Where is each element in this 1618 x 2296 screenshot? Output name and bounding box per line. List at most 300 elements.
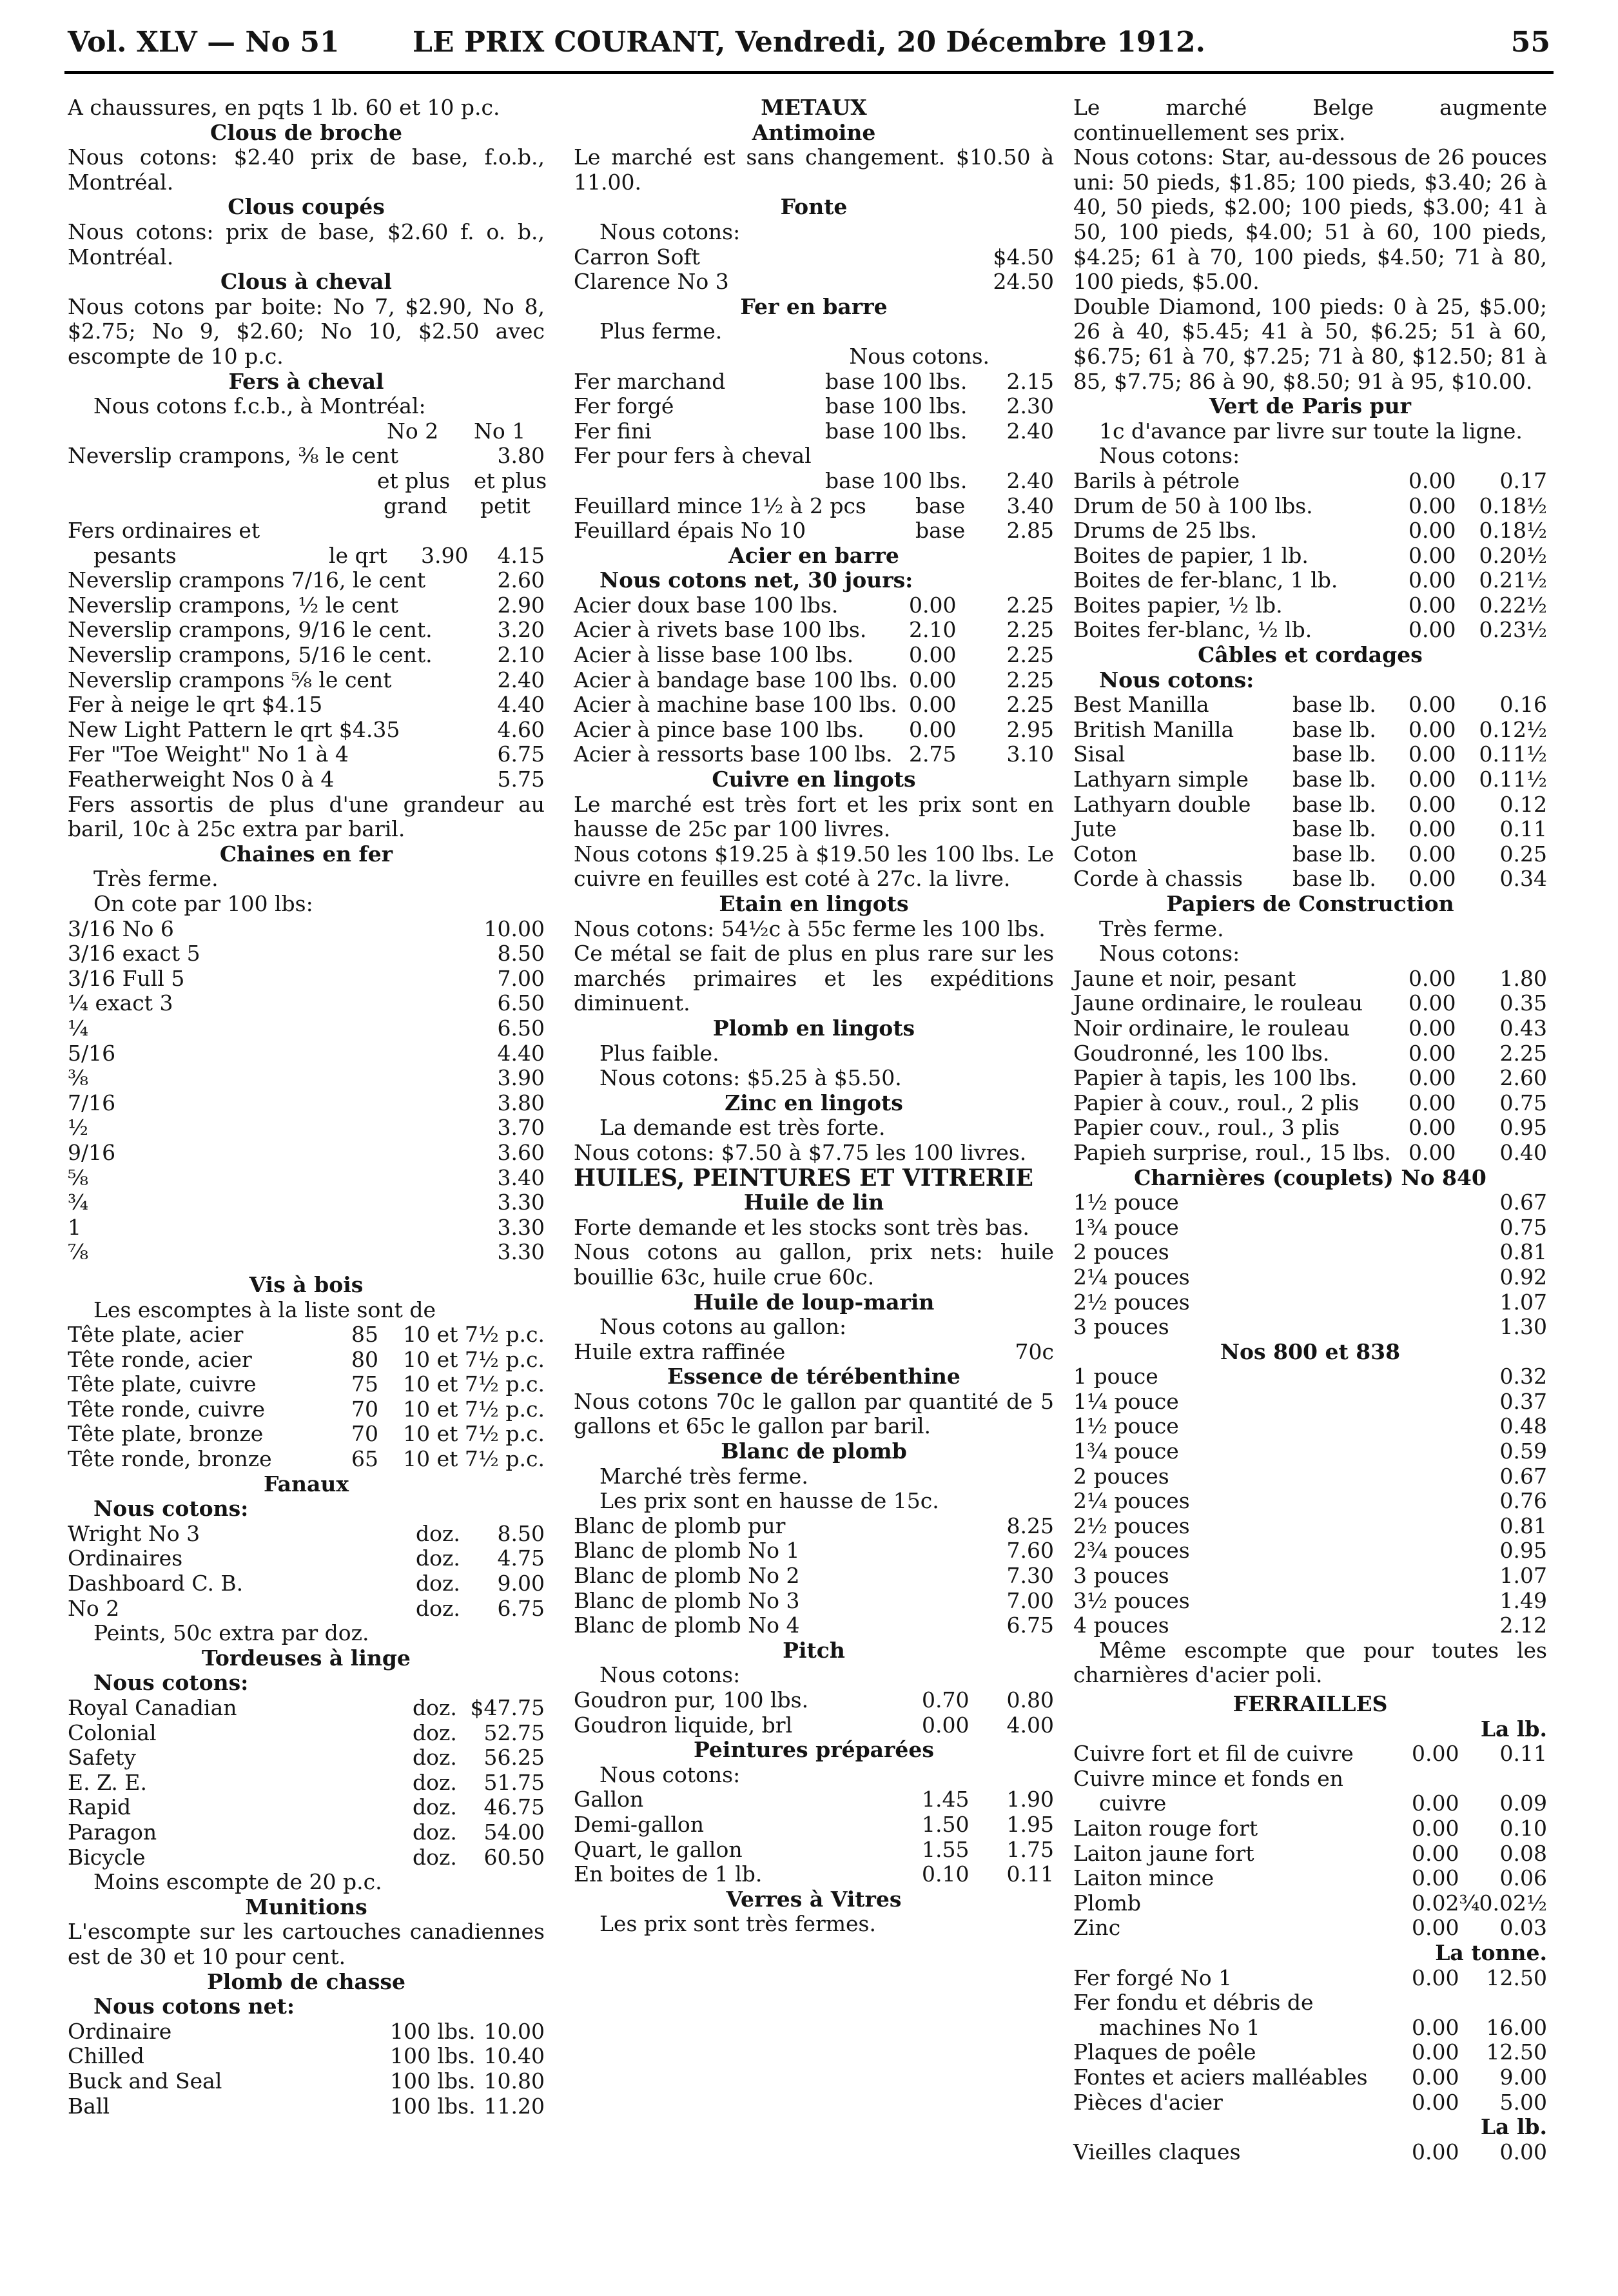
row-value: 0.02½: [1479, 1890, 1547, 1916]
row-value: 10.40: [483, 2043, 545, 2069]
row-label: Papier couv., roul., 3 plis: [1073, 1115, 1340, 1141]
row-value: 4.40: [497, 692, 545, 718]
row-label: ⅝: [68, 1164, 88, 1190]
row-value-a: 0.00: [1408, 1065, 1456, 1091]
papier-row: [1073, 991, 1547, 1016]
row-label: 2 pouces: [1073, 1239, 1169, 1265]
row-label: No 2: [68, 1595, 120, 1621]
row-label: Safety: [68, 1745, 136, 1771]
row-label: Colonial: [68, 1720, 157, 1745]
row-label: Plaques de poêle: [1073, 2039, 1256, 2065]
heading-chaines: Chaines en fer: [219, 841, 393, 867]
acier-row: [574, 668, 1054, 693]
heading-clous-coupes: Clous coupés: [228, 195, 385, 220]
row-value: 24.50: [993, 269, 1054, 295]
row-label: Blanc de plomb No 4: [574, 1613, 800, 1638]
row-value: 60.50: [483, 1844, 545, 1870]
row-unit: doz.: [413, 1794, 457, 1820]
row-label: 1½ pouce: [1073, 1190, 1179, 1215]
row-value: 2.15: [1006, 368, 1054, 394]
row-unit: base 100 lbs.: [825, 368, 968, 394]
acier-row: [574, 643, 1054, 668]
row-label: Acier à rivets base 100 lbs.: [574, 617, 867, 643]
tordeuses-row: [68, 1845, 545, 1870]
row-label: 2½ pouces: [1073, 1513, 1190, 1538]
charniere-row: [1073, 1364, 1547, 1389]
cable-row: [1073, 692, 1547, 718]
row-value-a: 0.00: [1408, 592, 1456, 618]
row-value: 54.00: [483, 1819, 545, 1845]
heading-plomb-chasse: Plomb de chasse: [206, 1969, 406, 1994]
papier-row: [1073, 1091, 1547, 1116]
row-number: 70: [351, 1421, 378, 1447]
paragraph-star: Nous cotons: Star, au-dessous de 26 pouces uni: 50 pieds, $1.85; 100 pieds, $3.40; 26 à 40, 50 pieds, $2.00; 100 pieds, $3.00; 41 à 50, 100 pieds, $4.00; 51 à 60, 100 pieds, $4.25; 61 à 70, 100 pieds, $4.50; 71 à 80, 100 pieds, $5.00.: [1073, 144, 1547, 295]
row-label: Rapid: [68, 1794, 132, 1820]
row-value: 2.85: [1006, 518, 1054, 544]
vert-avance: 1c d'avance par livre sur toute la ligne.: [1099, 418, 1523, 444]
subhead-petit: petit: [480, 493, 531, 518]
row-value-a: 0.00: [1412, 2039, 1459, 2065]
row-label: Neverslip crampons 7/16, le cent: [68, 567, 426, 593]
charniere-row: [1073, 1215, 1547, 1241]
row-label: Acier à lisse base 100 lbs.: [574, 642, 854, 668]
row-value: 1.90: [1006, 1787, 1054, 1812]
row-label: Chilled: [68, 2043, 144, 2069]
row-value: 0.08: [1499, 1840, 1547, 1866]
heading-fers-cheval: Fers à cheval: [228, 369, 384, 394]
row-label: Fer "Toe Weight" No 1 à 4: [68, 741, 349, 767]
peintures-row: [574, 1787, 1054, 1812]
row-value: 2.10: [497, 642, 545, 668]
row-unit: base lb.: [1292, 741, 1376, 767]
row-unit: doz.: [413, 1769, 457, 1795]
fanaux-peints: Peints, 50c extra par doz.: [93, 1621, 369, 1646]
peintures-row: [574, 1862, 1054, 1887]
vis-row: [68, 1322, 545, 1348]
cuivre-mince-row: [1073, 1791, 1547, 1816]
chaines-row: [68, 941, 545, 966]
row-label: Boites fer-blanc, ½ lb.: [1073, 617, 1312, 643]
row-value: 0.43: [1499, 1015, 1547, 1041]
acier-intro: Nous cotons net, 30 jours:: [599, 568, 913, 593]
row-unit: doz.: [416, 1571, 460, 1596]
plomb-lingots-ferme: Plus faible.: [599, 1041, 719, 1066]
volume-number: Vol. XLV — No 51: [68, 26, 340, 59]
charniere-row: [1073, 1489, 1547, 1514]
charniere-row: [1073, 1538, 1547, 1564]
row-value: 6.75: [1006, 1613, 1054, 1638]
ferraille-row: [1073, 2040, 1547, 2065]
heading-pitch: Pitch: [783, 1638, 845, 1663]
row-value: 2.60: [497, 567, 545, 593]
row-label: Lathyarn double: [1073, 791, 1251, 817]
plomb-row: [68, 2019, 545, 2045]
row-label: Blanc de plomb No 1: [574, 1538, 800, 1564]
row-value: $47.75: [470, 1695, 545, 1720]
row-label: New Light Pattern le qrt $4.35: [68, 716, 400, 742]
peintures-row: [574, 1838, 1054, 1863]
row-value: 0.11: [1499, 816, 1547, 842]
vert-row: [1073, 593, 1547, 618]
row-label: 3/16 Full 5: [68, 965, 185, 991]
row-value-a: 0.00: [1408, 990, 1456, 1016]
row-unit: doz.: [413, 1745, 457, 1771]
row-value: 9.00: [497, 1571, 545, 1596]
row-value: 0.67: [1499, 1463, 1547, 1489]
fonte-row: [574, 245, 1054, 270]
chaines-row: [68, 1240, 545, 1265]
row-unit: base: [915, 493, 966, 518]
row-label: Acier à pince base 100 lbs.: [574, 716, 864, 742]
paragraph-zinc: Nous cotons: $7.50 à $7.75 les 100 livres.: [574, 1139, 1027, 1165]
pitch-row: [574, 1688, 1054, 1713]
row-label: Fer fini: [574, 418, 652, 444]
papier-row: [1073, 1115, 1547, 1141]
tordeuses-row: [68, 1721, 545, 1746]
row-value: 0.40: [1499, 1139, 1547, 1165]
row-value: 7.00: [497, 965, 545, 991]
heading-loup-marin: Huile de loup-marin: [693, 1290, 935, 1315]
row-value: 3.80: [497, 1090, 545, 1115]
row-value-a: 0.00: [922, 1712, 970, 1738]
row-value: 0.12½: [1479, 716, 1547, 742]
row-label: Demi-gallon: [574, 1811, 705, 1837]
fers-row: [68, 742, 545, 767]
vert-intro: Nous cotons:: [1099, 444, 1240, 469]
row-label: Boites de fer-blanc, 1 lb.: [1073, 567, 1338, 593]
zinc-demande: La demande est très forte.: [599, 1115, 886, 1141]
row-value: 0.22½: [1479, 592, 1547, 618]
paragraph-lin-2: Nous cotons au gallon, prix nets: huile bouillie 63c, huile crue 60c.: [574, 1239, 1054, 1290]
row-value-a: 0.00: [1408, 1015, 1456, 1041]
row-label: Barils à pétrole: [1073, 467, 1240, 493]
acier-row: [574, 692, 1054, 718]
row-value: 7.00: [1006, 1587, 1054, 1613]
fanaux-row: [68, 1546, 545, 1571]
fers-colheads: [68, 419, 545, 444]
heading-plomb-lingots: Plomb en lingots: [712, 1016, 915, 1041]
row-label: Ball: [68, 2093, 110, 2119]
row-value: 2.25: [1006, 617, 1054, 643]
row-label: Fer marchand: [574, 368, 726, 394]
row-unit: 100 lbs.: [390, 2093, 476, 2119]
paragraph-cuivre-2: Nous cotons $19.25 à $19.50 les 100 lbs. Le cuivre en feuilles est coté à 27c. la livre.: [574, 841, 1054, 892]
row-label: 5/16: [68, 1040, 116, 1066]
row-value: 0.95: [1499, 1115, 1547, 1141]
fer-forge-row: [1073, 1966, 1547, 1991]
row-label: Fontes et aciers malléables: [1073, 2064, 1368, 2090]
heading-charnieres: Charnières (couplets) No 840: [1134, 1165, 1486, 1190]
colhead-no1: No 1: [474, 418, 526, 444]
heading-lin: Huile de lin: [743, 1190, 884, 1215]
blanc-row: [574, 1514, 1054, 1539]
row-label: Gallon: [574, 1787, 644, 1812]
row-label: 1: [68, 1214, 81, 1240]
fers-intro: Nous cotons f.c.b., à Montréal:: [93, 394, 426, 419]
vis-row: [68, 1372, 545, 1397]
row-label: 4 pouces: [1073, 1613, 1169, 1638]
row-unit: base lb.: [1292, 767, 1376, 792]
row-value: 7.30: [1006, 1563, 1054, 1589]
charniere-row: [1073, 1389, 1547, 1415]
row-label: ¼: [68, 1015, 88, 1041]
row-label: En boites de 1 lb.: [574, 1861, 763, 1887]
papiers-intro: Nous cotons:: [1099, 941, 1240, 966]
row-value: 5.75: [497, 767, 545, 792]
row-value: 9.00: [1499, 2064, 1547, 2090]
fers-row: [68, 668, 545, 693]
row-value: 6.50: [497, 1015, 545, 1041]
row-label: Papier à tapis, les 100 lbs.: [1073, 1065, 1358, 1091]
row-unit: doz.: [413, 1819, 457, 1845]
row-label: Goudronné, les 100 lbs.: [1073, 1040, 1330, 1066]
verres-prix: Les prix sont très fermes.: [599, 1912, 876, 1937]
row-unit: base lb.: [1292, 866, 1376, 892]
charniere-row: [1073, 1265, 1547, 1290]
row-value: 0.11½: [1479, 741, 1547, 767]
row-value: 4.75: [497, 1545, 545, 1571]
chaines-row: [68, 1166, 545, 1191]
row-label: E. Z. E.: [68, 1769, 147, 1795]
row-value: 0.06: [1499, 1865, 1547, 1891]
cable-row: [1073, 842, 1547, 867]
fers-row-nev1: [68, 444, 545, 469]
row-value-a: 0.00: [1412, 1791, 1459, 1816]
row-number: 65: [351, 1446, 378, 1472]
row-value-a: 0.00: [1408, 965, 1456, 991]
ferraille-row: [1073, 1742, 1547, 1767]
row-value-a: 0.00: [1412, 1865, 1459, 1891]
row-escompte: 10 et 7½ p.c.: [403, 1371, 545, 1397]
row-value: 2.12: [1499, 1613, 1547, 1638]
row-label: Neverslip crampons ⅝ le cent: [68, 667, 392, 692]
row-escompte: 10 et 7½ p.c.: [403, 1446, 545, 1472]
chaines-row: [68, 1066, 545, 1091]
row-label: machines No 1: [1099, 2014, 1260, 2040]
row-value: 3.80: [497, 443, 545, 469]
cable-row: [1073, 867, 1547, 892]
chaines-row: [68, 1190, 545, 1215]
papier-row: [1073, 1066, 1547, 1091]
subhead-plus1: et plus: [377, 467, 451, 493]
row-label: 2½ pouces: [1073, 1289, 1190, 1315]
fer-cheval-label: Fer pour fers à cheval: [574, 444, 812, 469]
row-label: Plomb: [1073, 1890, 1142, 1916]
heading-huiles: HUILES, PEINTURES ET VITRERIE: [574, 1164, 1033, 1192]
heading-etain: Etain en lingots: [719, 892, 909, 916]
charniere-row: [1073, 1290, 1547, 1315]
paragraph-munitions: L'escompte sur les cartouches canadiennes est de 30 et 10 pour cent.: [68, 1919, 545, 1969]
fer-fondu-row: [1073, 2016, 1547, 2041]
row-value: 2.25: [1006, 667, 1054, 692]
heading-acier-barre: Acier en barre: [728, 543, 899, 568]
heading-tordeuses: Tordeuses à linge: [202, 1645, 411, 1671]
row-unit: base 100 lbs.: [825, 393, 968, 419]
row-value-a: 0.00: [1412, 2064, 1459, 2090]
plomb-lingots-prix: Nous cotons: $5.25 à $5.50.: [599, 1066, 902, 1091]
chaussures-line: A chaussures, en pqts 1 lb. 60 et 10 p.c.: [68, 95, 500, 120]
row-value-a: 0.00: [1408, 518, 1456, 544]
row-value: 2.25: [1499, 1040, 1547, 1066]
paragraph-meme-escompte: Même escompte que pour toutes les charnières d'acier poli.: [1073, 1637, 1547, 1688]
row-value-a: 0.00: [1408, 617, 1456, 643]
heading-blanc-plomb: Blanc de plomb: [721, 1439, 907, 1464]
paragraph-broche: Nous cotons: $2.40 prix de base, f.o.b., Montréal.: [68, 144, 545, 195]
chaines-row: [68, 1215, 545, 1241]
ferrailles-la-lb-2: La lb.: [1480, 2115, 1547, 2140]
heading-vert-paris: Vert de Paris pur: [1209, 394, 1411, 419]
heading-munitions: Munitions: [245, 1894, 367, 1919]
row-escompte: 10 et 7½ p.c.: [403, 1322, 545, 1348]
paragraph-belge: Le marché Belge augmente continuellement ses prix.: [1073, 95, 1547, 145]
row-label: Corde à chassis: [1073, 866, 1243, 892]
vis-intro: Les escomptes à la liste sont de: [93, 1297, 436, 1322]
row-label: Blanc de plomb pur: [574, 1513, 786, 1538]
row-value-a: 0.00: [1408, 791, 1456, 817]
pitch-row: [574, 1713, 1054, 1738]
heading-clous-broche: Clous de broche: [210, 120, 402, 145]
fer-nous-cotons: Nous cotons.: [849, 344, 989, 369]
fers-ordinaires-row: [68, 544, 545, 569]
heading-ferrailles: FERRAILLES: [1233, 1692, 1388, 1716]
row-value: 0.25: [1499, 841, 1547, 867]
row-label: Tête plate, cuivre: [68, 1371, 257, 1397]
tordeuses-row: [68, 1820, 545, 1845]
heading-verres: Verres à Vitres: [726, 1887, 902, 1912]
row-label: 3 pouces: [1073, 1563, 1169, 1589]
row-value: 0.11: [1006, 1861, 1054, 1887]
cable-row: [1073, 742, 1547, 767]
ferraille-row: [1073, 1891, 1547, 1916]
row-unit: le qrt: [329, 542, 387, 568]
row-unit: base lb.: [1292, 692, 1376, 718]
row-label: 2¾ pouces: [1073, 1538, 1190, 1564]
row-label: cuivre: [1099, 1791, 1167, 1816]
fers-row: [68, 568, 545, 593]
row-label: 7/16: [68, 1090, 116, 1115]
row-value-a: 0.00: [1412, 1741, 1459, 1767]
row-label: Zinc: [1073, 1915, 1121, 1941]
paragraph-lin-1: Forte demande et les stocks sont très bas.: [574, 1214, 1029, 1240]
tordeuses-row: [68, 1795, 545, 1820]
row-value-a: 0.02¾: [1412, 1890, 1480, 1916]
row-value-a: 0.00: [1408, 816, 1456, 842]
row-label: Jaune ordinaire, le rouleau: [1073, 990, 1363, 1016]
fer-row: [574, 394, 1054, 419]
charniere-row: [1073, 1190, 1547, 1215]
row-value: 52.75: [483, 1720, 545, 1745]
charniere-row: [1073, 1240, 1547, 1265]
row-number: 75: [351, 1371, 378, 1397]
row-value: 4.40: [497, 1040, 545, 1066]
row-value: 3.40: [497, 1164, 545, 1190]
row-value-a: 0.00: [1408, 716, 1456, 742]
row-value: 0.16: [1499, 692, 1547, 718]
row-escompte: 10 et 7½ p.c.: [403, 1421, 545, 1447]
row-value: 0.59: [1499, 1438, 1547, 1464]
row-value: 2.40: [497, 667, 545, 692]
row-label: Feuillard mince 1½ à 2 pcs: [574, 493, 866, 518]
row-label: Best Manilla: [1073, 692, 1209, 718]
row-value: 10.00: [483, 2018, 545, 2044]
row-label: Goudron pur, 100 lbs.: [574, 1687, 809, 1712]
heading-peintures: Peintures préparées: [693, 1738, 934, 1763]
row-value: 4.15: [497, 542, 545, 568]
row-label: 3 pouces: [1073, 1314, 1169, 1340]
chaines-row: [68, 1016, 545, 1041]
row-label: Clarence No 3: [574, 269, 729, 295]
fers-row: [68, 593, 545, 618]
cables-intro: Nous cotons:: [1099, 667, 1254, 692]
tordeuses-moins: Moins escompte de 20 p.c.: [93, 1870, 382, 1895]
row-label: Royal Canadian: [68, 1695, 237, 1720]
ferrailles-la-tonne: La tonne.: [1435, 1940, 1547, 1965]
row-value: 3.40: [1006, 493, 1054, 518]
row-label: 1¼ pouce: [1073, 1388, 1179, 1414]
row-label: Tête ronde, cuivre: [68, 1396, 265, 1422]
row-unit: doz.: [416, 1595, 460, 1621]
header-rule: [64, 71, 1554, 74]
column-3: [1073, 95, 1547, 2164]
row-value-a: 0.00: [909, 667, 957, 692]
ferraille-row: [1073, 1916, 1547, 1941]
row-label: Buck and Seal: [68, 2068, 222, 2094]
row-value: 0.18½: [1479, 493, 1547, 518]
heading-fonte: Fonte: [780, 195, 848, 220]
paragraph-cheval: Nous cotons par boite: No 7, $2.90, No 8, $2.75; No 9, $2.60; No 10, $2.50 avec escompte de 10 p.c.: [68, 293, 545, 369]
row-value: 12.50: [1486, 2039, 1547, 2065]
ferrailles-la-lb: La lb.: [1480, 1716, 1547, 1742]
fer-row: [574, 369, 1054, 395]
row-value: 3.30: [497, 1190, 545, 1215]
page-title: LE PRIX COURANT, Vendredi, 20 Décembre 1912.: [413, 26, 1205, 59]
fers-row: [68, 718, 545, 743]
row-label: Paragon: [68, 1819, 157, 1845]
row-value-a: 0.10: [922, 1861, 970, 1887]
row-label: Neverslip crampons, ½ le cent: [68, 592, 398, 618]
chaines-row: [68, 1041, 545, 1066]
row-label: Blanc de plomb No 3: [574, 1587, 800, 1613]
row-value: 2.25: [1006, 642, 1054, 668]
row-label: Huile extra raffinée: [574, 1339, 786, 1364]
row-value: 51.75: [483, 1769, 545, 1795]
row-value: 11.20: [483, 2093, 545, 2119]
row-value: 3.30: [497, 1214, 545, 1240]
row-value-a: 0.00: [909, 692, 957, 718]
row-label: Fer forgé No 1: [1073, 1965, 1233, 1990]
row-value-a: 0.00: [1408, 467, 1456, 493]
row-label: 3½ pouces: [1073, 1587, 1190, 1613]
row-label: ⅜: [68, 1065, 88, 1091]
paragraph-cuivre-1: Le marché est très fort et les prix sont en hausse de 25c par 100 livres.: [574, 791, 1054, 842]
row-number: 70: [351, 1396, 378, 1422]
acier-row: [574, 593, 1054, 618]
fers-ordinaires-a: Fers ordinaires et: [68, 518, 260, 544]
fers-subhead-plus: [68, 469, 545, 494]
row-value: 1.49: [1499, 1587, 1547, 1613]
row-label: Quart, le gallon: [574, 1836, 743, 1862]
row-label: Drums de 25 lbs.: [1073, 518, 1257, 544]
page-number: 55: [1510, 26, 1550, 59]
row-label: Blanc de plomb No 2: [574, 1563, 800, 1589]
row-label: Lathyarn simple: [1073, 767, 1249, 792]
row-number: 80: [351, 1346, 378, 1372]
row-value-a: 0.00: [1412, 1965, 1459, 1990]
row-label: Tête plate, acier: [68, 1322, 244, 1348]
charniere-row: [1073, 1613, 1547, 1638]
row-value-a: 0.00: [1412, 1815, 1459, 1841]
fonte-row: [574, 270, 1054, 295]
